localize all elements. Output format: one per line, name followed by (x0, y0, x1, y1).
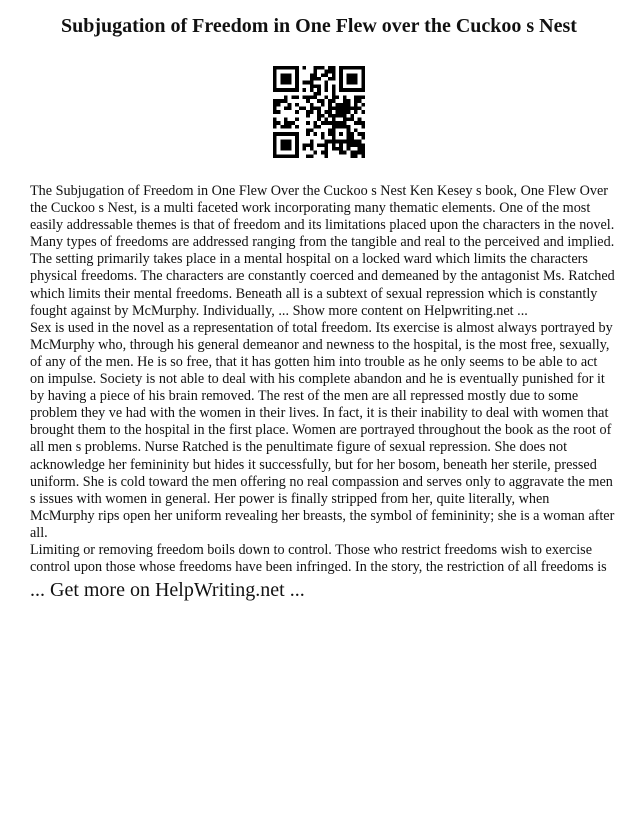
paragraph: The Subjugation of Freedom in One Flew Over the Cuckoo s Nest Ken Kesey s book, One Flew Over the Cuckoo s Nest, is a multi faceted work incorporating many thematic elements. One of the most easily addressable themes is that of freedom and its limitations placed upon the characters in the novel. Many types of freedoms are addressed ranging from the tangible and real to the perceived and implied. The setting primarily takes place in a mental hospital on a locked ward which limits the characters physical freedoms. The characters are constantly coerced and demeaned by the antagonist Ms. Ratched which limits their mental freedoms. Beneath all is a subtext of sexual repression which is constantly fought against by McMurphy. Individually, ... Show more content on Helpwriting.net ... (30, 183, 615, 319)
qr-code-icon (273, 66, 365, 158)
page-title: Subjugation of Freedom in One Flew over the Cuckoo s Nest (61, 15, 577, 37)
paragraph: Sex is used in the novel as a representation of total freedom. Its exercise is almost always portrayed by McMurphy who, through his general demeanor and newness to the hospital, is the most free, sexually, of any of the men. He is so free, that it has gotten him into trouble as he only seems to be able to act on impulse. Society is not able to deal with his complete abandon and he is eventually punished for it by having a piece of his brain removed. The rest of the men are all repressed mostly due to some problem they ve had with the women in their lives. In fact, it is their inability to deal with women that brought them to the hospital in the first place. Women are portrayed throughout the book as the root of all men s problems. Nurse Ratched is the penultimate figure of sexual repression. She does not acknowledge her femininity but hides it successfully, but for her bosom, beneath her sterile, pressed uniform. She is cold toward the men offering no real compassion and serves only to aggravate the men s issues with women in general. Her power is finally stripped from her, quite literally, when McMurphy rips open her uniform revealing her breasts, the symbol of femininity; she is a woman after all. (30, 319, 615, 541)
paragraph: Limiting or removing freedom boils down to control. Those who restrict freedoms wish to exercise control upon those whose freedoms have been infringed. In the story, the restriction of all freedoms is (30, 541, 607, 576)
get-more-link[interactable]: ... Get more on HelpWriting.net ... (30, 579, 305, 601)
article-body (30, 183, 615, 576)
